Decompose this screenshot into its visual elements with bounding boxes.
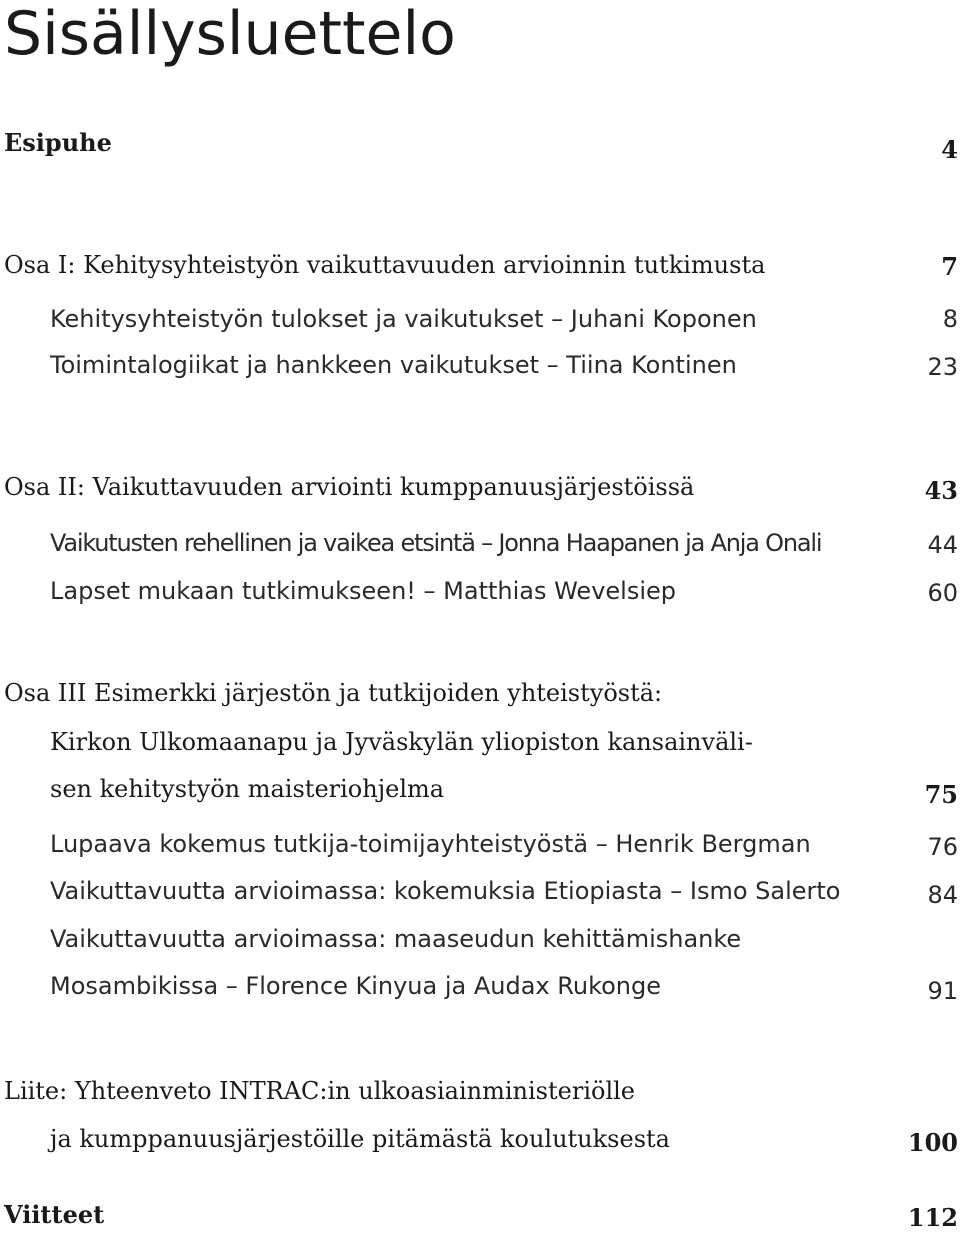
toc-page-viitteet: 112 (907, 1203, 958, 1232)
toc-page-osa-3: 75 (924, 780, 958, 809)
toc-entry-liite-line-2[interactable]: ja kumppanuusjärjestöille pitämästä koulutuksesta (50, 1125, 670, 1153)
toc-entry-kontinen[interactable]: Toimintalogiikat ja hankkeen vaikutukset – Tiina Kontinen (50, 351, 737, 379)
toc-page-esipuhe: 4 (941, 135, 958, 164)
toc-entry-salerto[interactable]: Vaikuttavuutta arvioimassa: kokemuksia Etiopiasta – Ismo Salerto (50, 877, 841, 905)
toc-entry-wevelsiep[interactable]: Lapset mukaan tutkimukseen! – Matthias Wevelsiep (50, 577, 677, 605)
toc-page-kinyua: 91 (927, 977, 958, 1005)
toc-page-koponen: 8 (942, 305, 958, 333)
toc-entry-kinyua-line-1[interactable]: Vaikuttavuutta arvioimassa: maaseudun kehittämishanke (50, 925, 742, 953)
toc-page-bergman: 76 (927, 833, 958, 861)
toc-page-salerto: 84 (927, 881, 958, 909)
toc-section-osa-2[interactable]: Osa II: Vaikuttavuuden arviointi kumppanuusjärjestöissä (4, 473, 695, 501)
toc-section-osa-1[interactable]: Osa I: Kehitysyhteistyön vaikuttavuuden arvioinnin tutkimusta (4, 251, 766, 279)
toc-page-wevelsiep: 60 (927, 579, 958, 607)
toc-entry-liite-line-1[interactable]: Liite: Yhteenveto INTRAC:in ulkoasiainministeriölle (4, 1077, 635, 1105)
toc-page-osa-1: 7 (941, 252, 958, 281)
toc-section-osa-3-line-1[interactable]: Osa III Esimerkki järjestön ja tutkijoiden yhteistyöstä: (4, 679, 663, 707)
toc-entry-bergman[interactable]: Lupaava kokemus tutkija-toimijayhteistyöstä – Henrik Bergman (50, 830, 811, 858)
toc-entry-kinyua-line-2[interactable]: Mosambikissa – Florence Kinyua ja Audax Rukonge (50, 972, 662, 1000)
toc-page-liite: 100 (907, 1128, 958, 1157)
toc-section-osa-3-line-3[interactable]: sen kehitystyön maisteriohjelma (50, 775, 445, 803)
toc-page-kontinen: 23 (927, 353, 958, 381)
toc-entry-koponen[interactable]: Kehitysyhteistyön tulokset ja vaikutukset – Juhani Koponen (50, 305, 757, 333)
toc-page-haapanen-onali: 44 (927, 531, 958, 559)
toc-entry-viitteet[interactable]: Viitteet (4, 1200, 105, 1229)
toc-page-osa-2: 43 (924, 476, 958, 505)
toc-entry-esipuhe[interactable]: Esipuhe (4, 128, 112, 157)
page-title: Sisällysluettelo (4, 0, 456, 69)
toc-entry-haapanen-onali[interactable]: Vaikutusten rehellinen ja vaikea etsintä – Jonna Haapanen ja Anja Onali (50, 529, 822, 557)
toc-section-osa-3-line-2[interactable]: Kirkon Ulkomaanapu ja Jyväskylän yliopiston kansainväli- (50, 728, 753, 756)
